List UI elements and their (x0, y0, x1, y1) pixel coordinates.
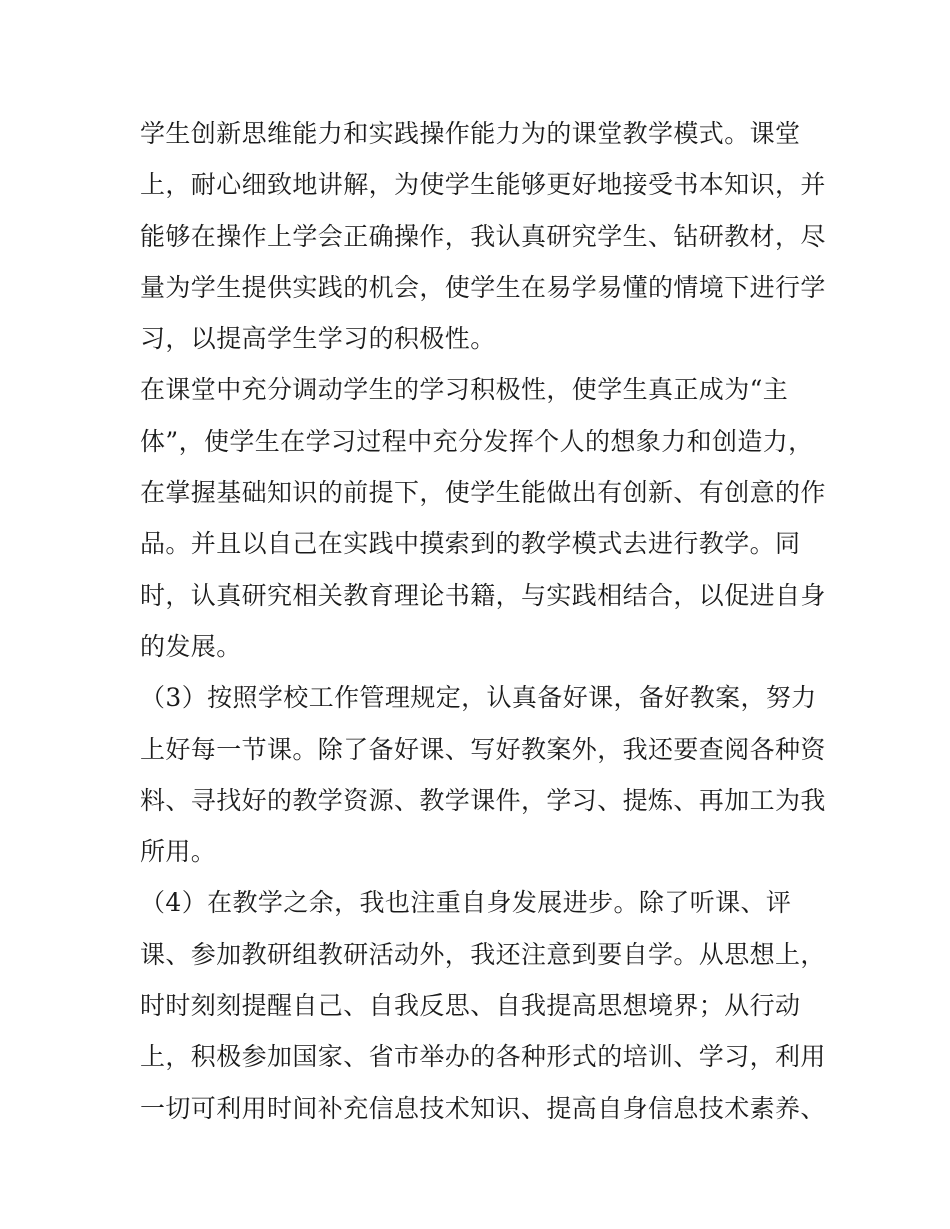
text-line: 课、参加教研组教研活动外，我还注意到要自学。从思想上， (140, 939, 826, 969)
body-text (140, 108, 826, 1134)
text-line: 体”，使学生在学习过程中充分发挥个人的想象力和创造力， (140, 426, 814, 456)
text-line: 所用。 (140, 837, 217, 867)
text-line: （4）在教学之余，我也注重自身发展进步。除了听课、评 (140, 888, 792, 918)
text-line: 能够在操作上学会正确操作，我认真研究学生、钻研教材，尽 (140, 221, 826, 251)
text-line: 习，以提高学生学习的积极性。 (140, 324, 496, 354)
text-line: 上，积极参加国家、省市举办的各种形式的培训、学习，利用 (140, 1042, 826, 1072)
text-line: 时，认真研究相关教育理论书籍，与实践相结合，以促进自身 (140, 580, 826, 610)
text-line: 在课堂中充分调动学生的学习积极性，使学生真正成为“主 (140, 375, 789, 405)
text-line: 的发展。 (140, 631, 242, 661)
text-line: 量为学生提供实践的机会，使学生在易学易懂的情境下进行学 (140, 272, 826, 302)
text-line: 上，耐心细致地讲解，为使学生能够更好地接受书本知识，并 (140, 170, 826, 200)
text-line: 一切可利用时间补充信息技术知识、提高自身信息技术素养、 (140, 1093, 826, 1123)
text-line: 学生创新思维能力和实践操作能力为的课堂教学模式。课堂 (140, 119, 801, 148)
text-line: 上好每一节课。除了备好课、写好教案外，我还要查阅各种资 (140, 734, 826, 764)
text-line: 品。并且以自己在实践中摸索到的教学模式去进行教学。同 (140, 529, 801, 559)
text-line: 料、寻找好的教学资源、教学课件，学习、提炼、再加工为我 (140, 785, 826, 815)
text-line: 在掌握基础知识的前提下，使学生能做出有创新、有创意的作 (140, 478, 826, 508)
text-line: （3）按照学校工作管理规定，认真备好课，备好教案，努力 (140, 683, 817, 713)
text-line: 时时刻刻提醒自己、自我反思、自我提高思想境界；从行动 (140, 991, 801, 1021)
